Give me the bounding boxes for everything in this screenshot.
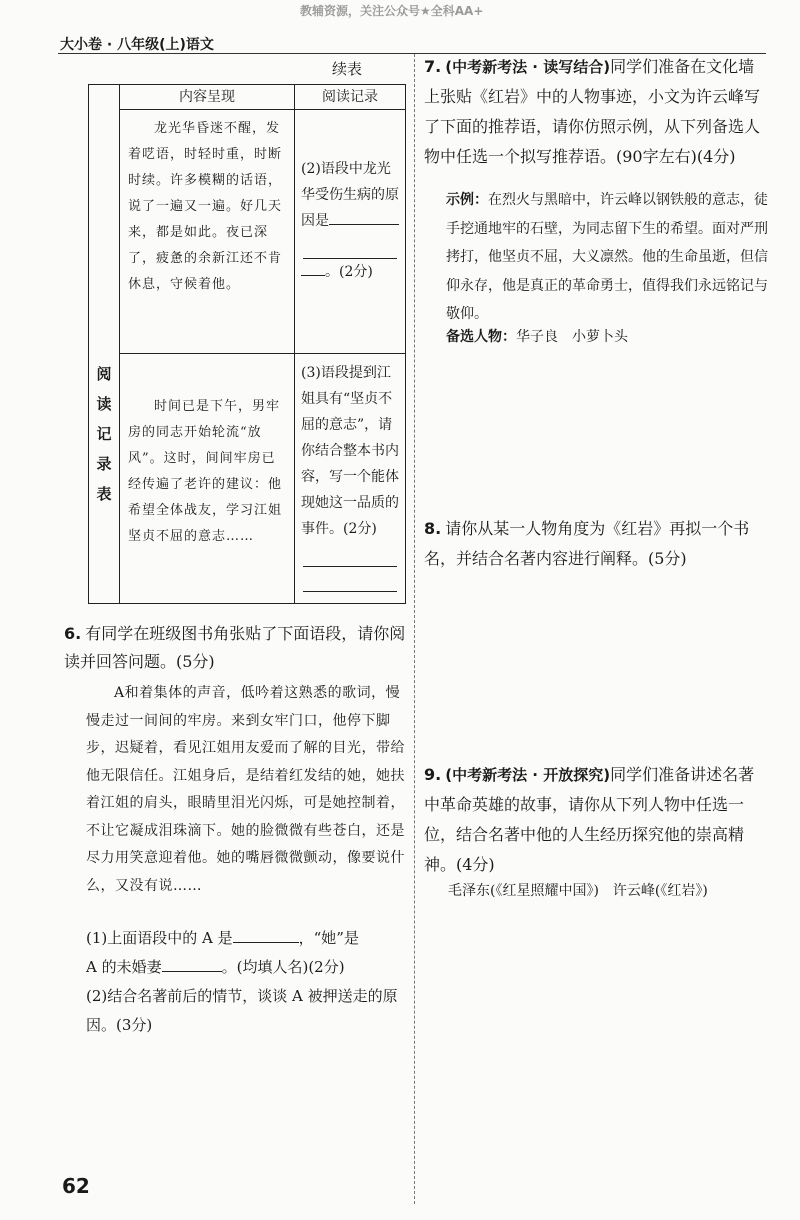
question-tag: (中考新考法 · 读写结合) [445,58,611,76]
question-7 [424,52,768,172]
q6-subquestions [86,924,412,1040]
question-number: 9. [424,765,442,784]
question-number: 8. [424,519,442,538]
question-9 [424,760,768,880]
candidates-text: 华子良 小萝卜头 [516,329,628,345]
answer-blank[interactable] [303,567,397,592]
example-text: 在烈火与黑暗中，许云峰以钢铁般的意志，徒手挖通地牢的石壁，为同志留下生的希望。面对严刑拷打，他坚贞不屈，大义凛然。他的生命虽逝，但信仰永存，他是真正的革命勇士，值得我们永远铭记与敬仰。 [446,192,768,322]
row1-record-score: 。(2分) [325,264,373,280]
row2-content-text: 时间已是下午，男牢房的同志开始轮流“放风”。这时，间间牢房已经传遍了老许的建议：他希望全体战友，学习江姐坚贞不屈的意志…… [128,399,283,544]
page-number: 62 [62,1174,90,1198]
answer-blank[interactable] [329,224,399,225]
q6-sub1-part-a: (1)上面语段中的 A 是 [86,929,233,947]
continued-label: 续表 [332,60,363,78]
question-8 [424,514,768,574]
q6-sub2: (2)结合名著前后的情节，谈谈 A 被押送走的原因。(3分) [86,987,398,1034]
answer-blank[interactable] [301,275,325,276]
row2-record-text: (3)语段提到江姐具有“坚贞不屈的意志”，请你结合整本书内容，写一个能体现她这一品质的事件。(2分) [301,365,399,537]
answer-blank[interactable] [303,234,397,259]
row1-record-text: (2)语段中龙光华受伤生病的原因是 [301,161,399,229]
q6-sub1-part-c: A 的未婚妻 [86,958,162,976]
question-tag: (中考新考法 · 开放探究) [445,766,611,784]
q6-passage: A和着集体的声音，低吟着这熟悉的歌词，慢慢走过一间间的牢房。来到女牢门口，他停下脚步，迟疑着，看见江姐用友爱而了解的目光，带给他无限信任。江姐身后，是结着红发结的她，她扶着江姐的肩头，眼睛里泪光闪烁，可是她控制着，不让它凝成泪珠滴下。她的脸微微有些苍白，还是尽力用笑意迎着他。她的嘴唇微微颤动，像要说什么，又没有说…… [86,685,405,894]
answer-blank[interactable] [303,542,397,567]
q6-sub1-part-d: 。(均填人名)(2分) [221,958,345,976]
row2-record-cell [295,354,406,604]
answer-blank[interactable] [162,971,222,972]
candidates-label: 备选人物： [446,329,516,345]
question-number: 7. [424,57,442,76]
question-stem: 有同学在班级图书角张贴了下面语段，请你阅读并回答问题。(5分) [64,624,406,671]
table-side-label: 阅 读 记 录 表 [89,85,120,604]
q7-candidates [446,326,628,346]
q9-options: 毛泽东(《红星照耀中国》) 许云峰(《红岩》) [448,883,708,899]
column-header-record: 阅读记录 [295,85,406,110]
column-divider [414,54,415,1204]
column-header-content: 内容呈现 [120,85,295,110]
watermark-text: 教辅资源，关注公众号★全科AA+ [300,4,484,18]
question-6 [64,620,410,676]
book-title: 大小卷 · 八年级(上)语文 [60,37,214,53]
example-label: 示例： [446,192,488,208]
question-stem: 请你从某一人物角度为《红岩》再拟一个书名，并结合名著内容进行阐释。(5分) [424,519,750,568]
question-stem: 同学们准备在文化墙上张贴《红岩》中的人物事迹，小文为许云峰写了下面的推荐语，请你仿照示例，从下列备选人物中任选一个拟写推荐语。(90字左右)(4分) [424,57,761,166]
row2-content-cell [120,354,295,604]
q6-sub1-part-b: ，“她”是 [298,929,359,947]
reading-record-table [88,84,406,604]
question-number: 6. [64,624,82,643]
row1-content-cell: 龙光华昏迷不醒，发着呓语，时轻时重，时断时续。许多模糊的话语，说了一遍又一遍。好几天来，都是如此。夜已深了，疲惫的余新江还不肯休息，守候着他。 [120,110,295,354]
q7-example [446,186,768,329]
row1-record-cell [295,110,406,354]
question-stem: 同学们准备讲述名著中革命英雄的故事，请你从下列人物中任选一位，结合名著中他的人生经历探究他的崇高精神。(4分) [424,765,755,874]
answer-blank[interactable] [233,942,299,943]
